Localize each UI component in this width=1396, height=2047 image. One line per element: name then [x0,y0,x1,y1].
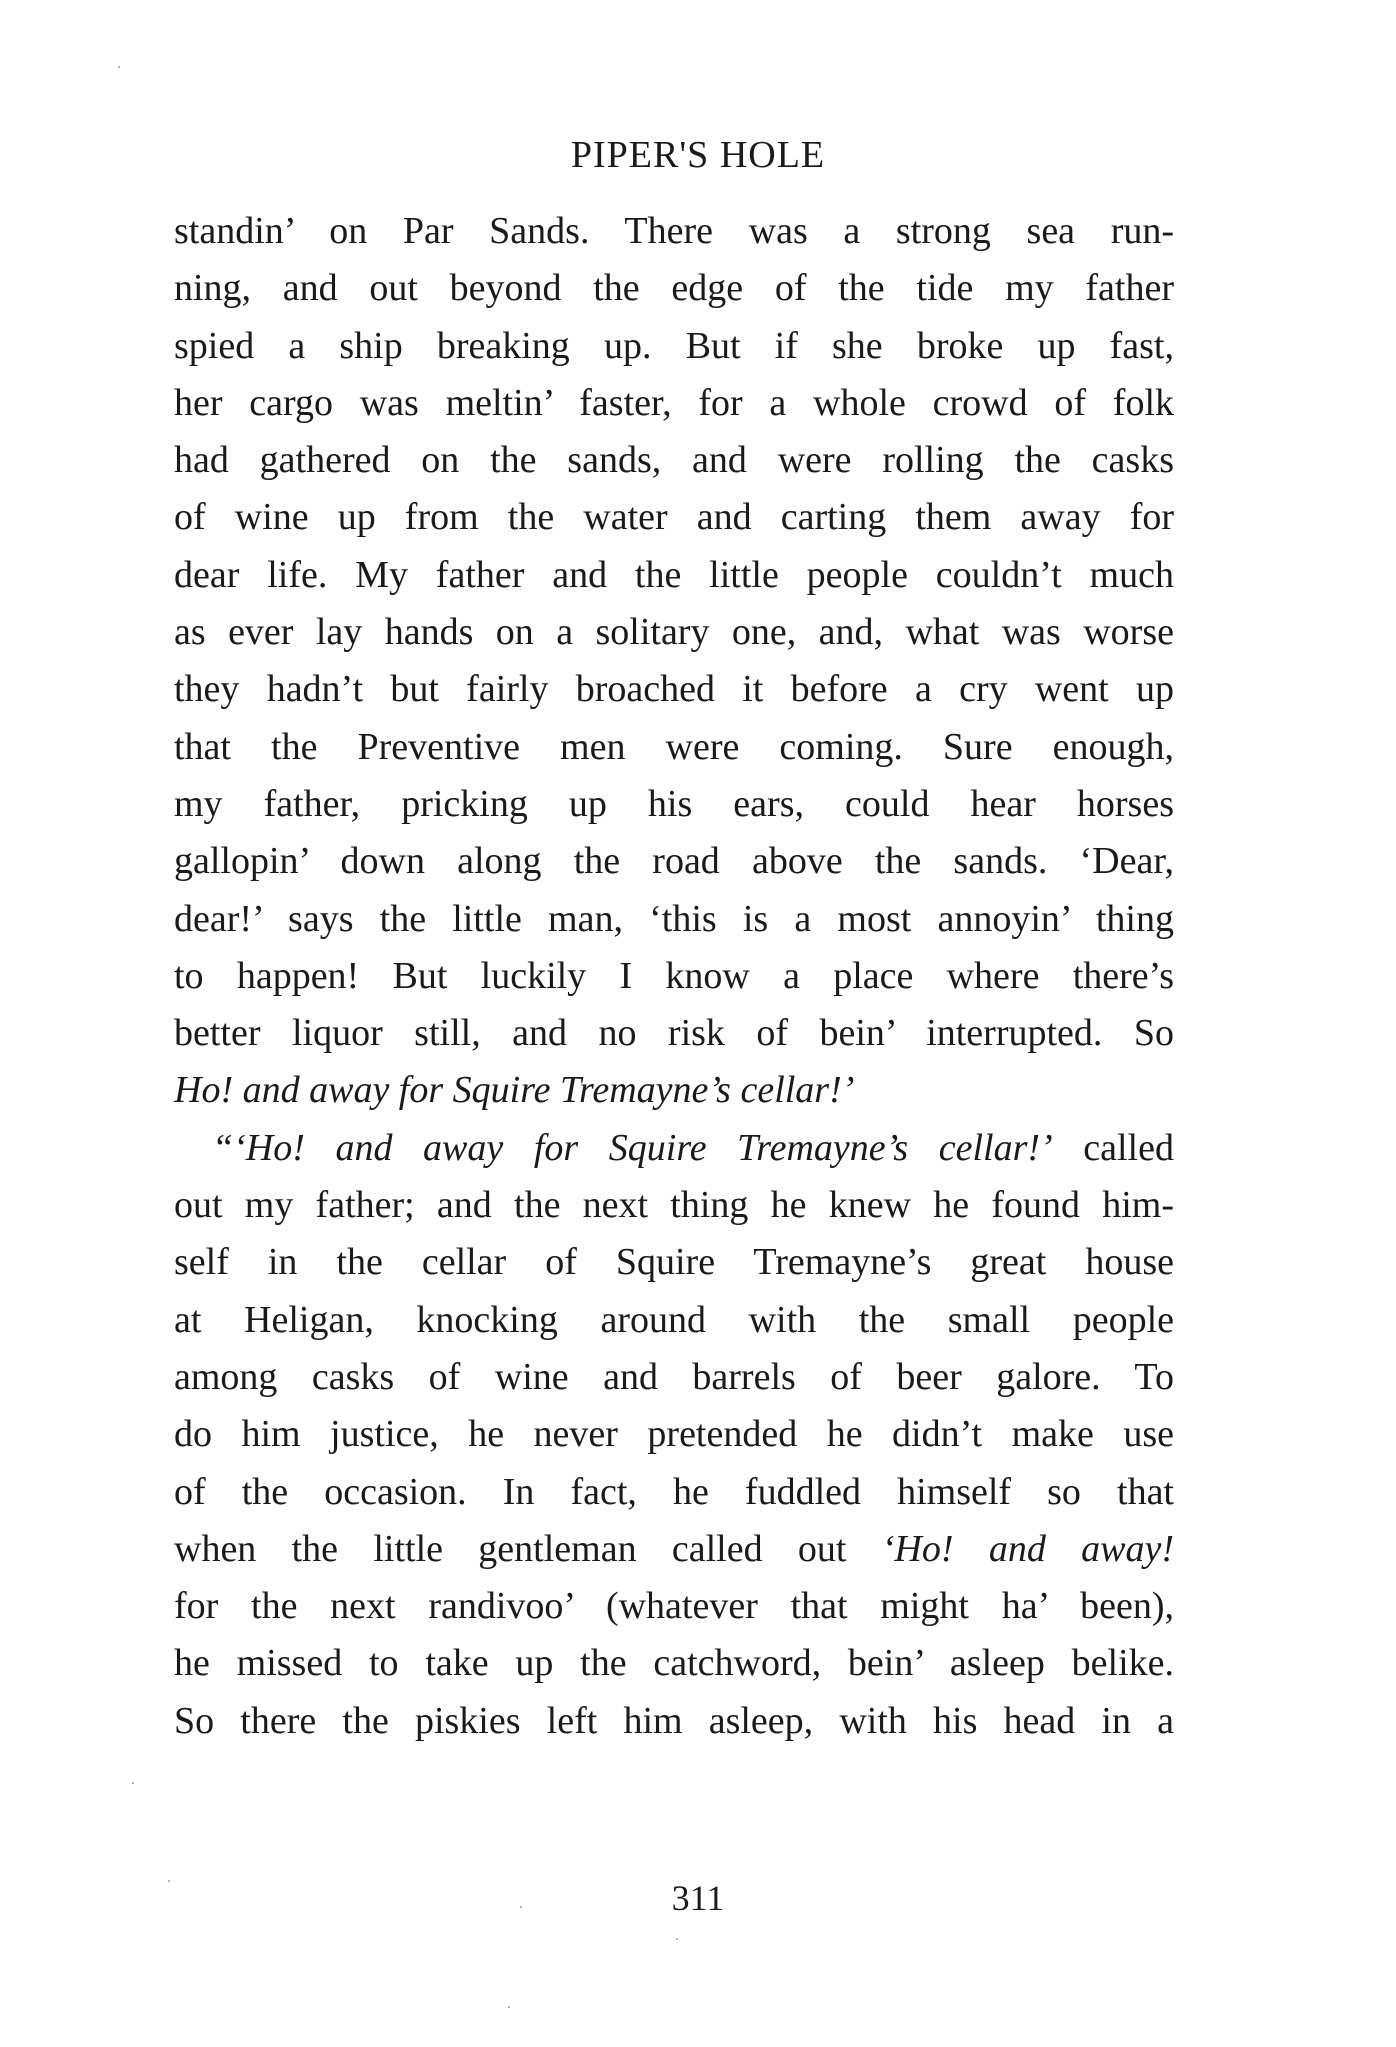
text-line: her cargo was meltin’ faster, for a whole crowd of folk [174,381,1174,424]
text-line: self in the cellar of Squire Tremayne’s great house [174,1241,1174,1284]
text-line: at Heligan, knocking around with the small people [174,1298,1174,1341]
text-run: when the little gentleman called out [174,1527,882,1570]
text-line: of wine up from the water and carting them away for [174,496,1174,539]
italic-phrase: ‘Ho! and away! [881,1527,1174,1570]
italic-phrase: “‘Ho! and away for Squire Tremayne’s cellar!’ [212,1126,1053,1169]
text-line: they hadn’t but fairly broached it before a cry went up [174,668,1174,711]
paper-speck [676,1938,678,1940]
text-line: for the next randivoo’ (whatever that might ha’ been), [174,1585,1174,1628]
text-line-paragraph-start [174,1120,1174,1177]
text-line: ning, and out beyond the edge of the tide my father [174,267,1174,310]
text-line: had gathered on the sands, and were rolling the casks [174,439,1174,482]
paper-speck [132,1782,134,1784]
paper-speck [520,1906,522,1908]
body-text [174,203,1174,1750]
page-number: 311 [671,1878,725,1918]
text-line: out my father; and the next thing he knew he found him- [174,1184,1174,1227]
text-line: do him justice, he never pretended he didn’t make use [174,1413,1174,1456]
paper-speck [508,2006,510,2008]
running-head: PIPER'S HOLE [570,134,826,176]
text-line: spied a ship breaking up. But if she broke up fast, [174,324,1174,367]
paper-speck [118,66,120,68]
text-line: gallopin’ down along the road above the sands. ‘Dear, [174,840,1174,883]
text-line: better liquor still, and no risk of bein’ interrupted. So [174,1012,1174,1055]
text-line-italic [174,1062,1174,1119]
text-line: So there the piskies left him asleep, with his head in a [174,1699,1174,1742]
text-line [174,1521,1174,1578]
text-line: dear life. My father and the little people couldn’t much [174,553,1174,596]
text-line: standin’ on Par Sands. There was a strong sea run- [174,210,1174,252]
text-line: of the occasion. In fact, he fuddled himself so that [174,1470,1174,1513]
italic-phrase: Ho! and away for Squire Tremayne’s cellar!’ [174,1069,855,1112]
text-line: as ever lay hands on a solitary one, and, what was worse [174,611,1174,654]
text-run: called [1052,1126,1174,1169]
paper-speck [168,1880,170,1882]
text-line: my father, pricking up his ears, could hear horses [174,782,1174,825]
text-line: dear!’ says the little man, ‘this is a most annoyin’ thing [174,897,1174,940]
text-line: to happen! But luckily I know a place where there’s [174,954,1174,997]
text-line: among casks of wine and barrels of beer galore. To [174,1355,1174,1398]
text-line: he missed to take up the catchword, bein’ asleep belike. [174,1642,1174,1685]
text-line: that the Preventive men were coming. Sure enough, [174,725,1174,768]
